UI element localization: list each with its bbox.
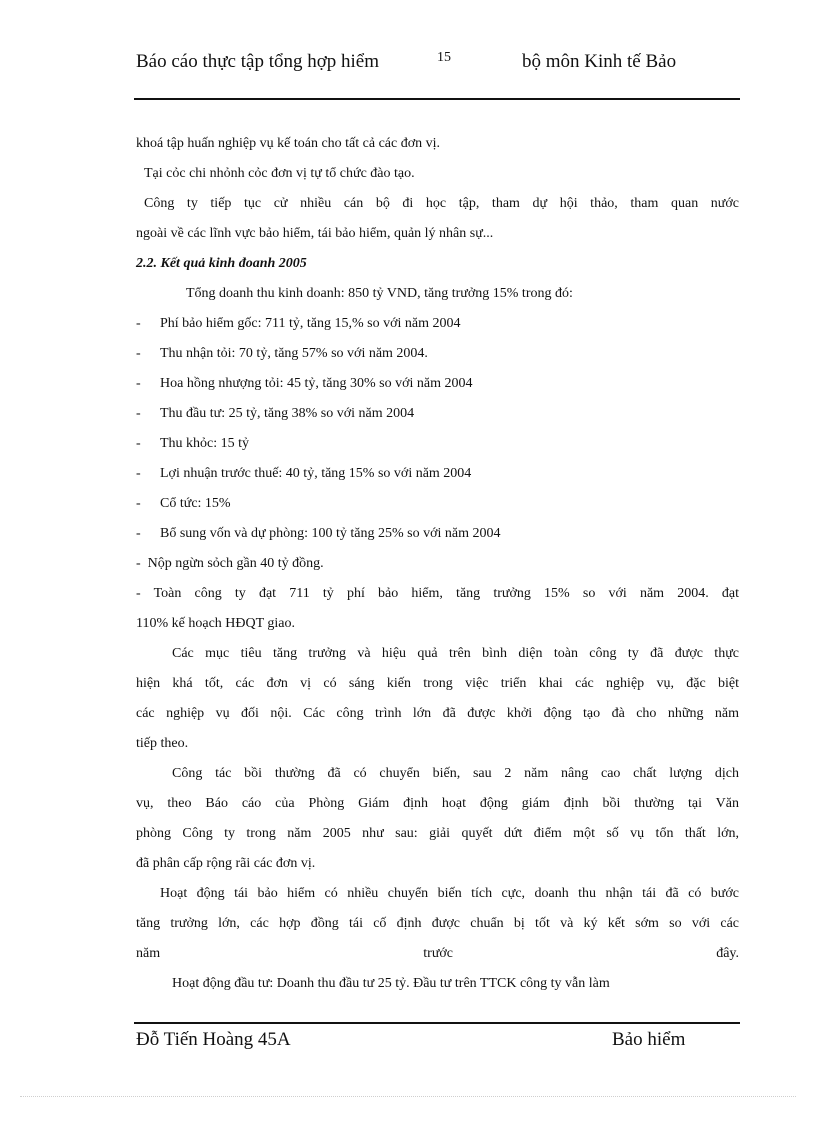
paragraph-overseas-line-2: ngoài về các lĩnh vực bảo hiểm, tái bảo hiểm, quản lý nhân sự...: [136, 226, 494, 241]
list-item: - Lợi nhuận trước thuế: 40 tỷ, tăng 15% so với năm 2004: [136, 466, 472, 481]
paragraph-branch-training: Tại cỏc chi nhỏnh cỏc đơn vị tự tổ chức đào tạo.: [144, 166, 415, 181]
paragraph-reinsurance-line: năm trước đây.: [136, 946, 739, 961]
paragraph-goals-line: Các mục tiêu tăng trưởng và hiệu quả trên bình diện toàn công ty đã được thực: [172, 646, 739, 661]
page-edge: [20, 1096, 796, 1097]
list-item: - Bổ sung vốn và dự phòng: 100 tỷ tăng 25% so với năm 2004: [136, 526, 501, 541]
list-item: - Hoa hồng nhượng tỏi: 45 tỷ, tăng 30% so với năm 2004: [136, 376, 473, 391]
paragraph-overseas-line-1: Công ty tiếp tục cử nhiều cán bộ đi học tập, tham dự hội thảo, tham quan nước: [144, 196, 739, 211]
paragraph-investment: Hoạt động đầu tư: Doanh thu đầu tư 25 tỷ. Đầu tư trên TTCK công ty vẫn làm: [172, 976, 610, 991]
paragraph-claims-line: đã phân cấp rộng rãi các đơn vị.: [136, 856, 316, 871]
header-divider: [134, 98, 740, 100]
page-number: 15: [437, 50, 451, 65]
footer-divider: [134, 1022, 740, 1024]
paragraph-goals-line: các nghiệp vụ đối nội. Các công trình lớn đã được khởi động tạo đà cho những năm: [136, 706, 739, 721]
footer-author: Đỗ Tiến Hoàng 45A: [136, 1029, 291, 1050]
list-item: - Cổ tức: 15%: [136, 496, 231, 511]
list-item: - Thu nhận tỏi: 70 tỷ, tăng 57% so với năm 2004.: [136, 346, 428, 361]
revenue-intro: Tổng doanh thu kinh doanh: 850 tỷ VND, tăng trưởng 15% trong đó:: [186, 286, 573, 301]
paragraph-claims-line: Công tác bồi thường đã có chuyển biến, sau 2 năm nâng cao chất lượng dịch: [172, 766, 739, 781]
paragraph-reinsurance-line: Hoạt động tái bảo hiểm có nhiều chuyển biến tích cực, doanh thu nhận tái đã có bước: [160, 886, 739, 901]
list-item-budget: - Nộp ngừn sỏch gần 40 tỷ đồng.: [136, 556, 324, 571]
list-item: - Thu đầu tư: 25 tỷ, tăng 38% so với năm 2004: [136, 406, 415, 421]
paragraph-goals-line: hiện khá tốt, các đơn vị có sáng kiến trong việc triển khai các nghiệp vụ, đặc biệt: [136, 676, 739, 691]
paragraph-claims-line: phòng Công ty trong năm 2005 như sau: giải quyết dứt điểm một số vụ tổn thất lớn,: [136, 826, 739, 841]
paragraph-reinsurance-line: tăng trưởng lớn, các hợp đồng tái cố định được chuẩn bị tốt và ký kết sớm so với các: [136, 916, 739, 931]
paragraph-goals-line: tiếp theo.: [136, 736, 189, 751]
footer-department: Bảo hiểm: [612, 1029, 686, 1050]
body-text: [136, 131, 739, 1001]
paragraph-total-line-1: - Toàn công ty đạt 711 tỷ phí bảo hiểm, tăng trưởng 15% so với năm 2004. đạt: [136, 586, 739, 601]
list-item: - Phí bảo hiểm gốc: 711 tỷ, tăng 15,% so với năm 2004: [136, 316, 461, 331]
paragraph-claims-line: vụ, theo Báo cáo của Phòng Giám định hoạt động giám định bồi thường tại Văn: [136, 796, 739, 811]
list-item: - Thu khỏc: 15 tỷ: [136, 436, 250, 451]
header-right-title: bộ môn Kinh tế Bảo: [522, 51, 677, 72]
paragraph-total-line-2: 110% kế hoạch HĐQT giao.: [136, 616, 296, 631]
header-left-title: Báo cáo thực tập tổng hợp hiểm: [136, 51, 380, 72]
section-heading: 2.2. Kết quả kinh đoanh 2005: [136, 256, 307, 271]
paragraph-training: khoá tập huấn nghiệp vụ kế toán cho tất cả các đơn vị.: [136, 136, 441, 151]
